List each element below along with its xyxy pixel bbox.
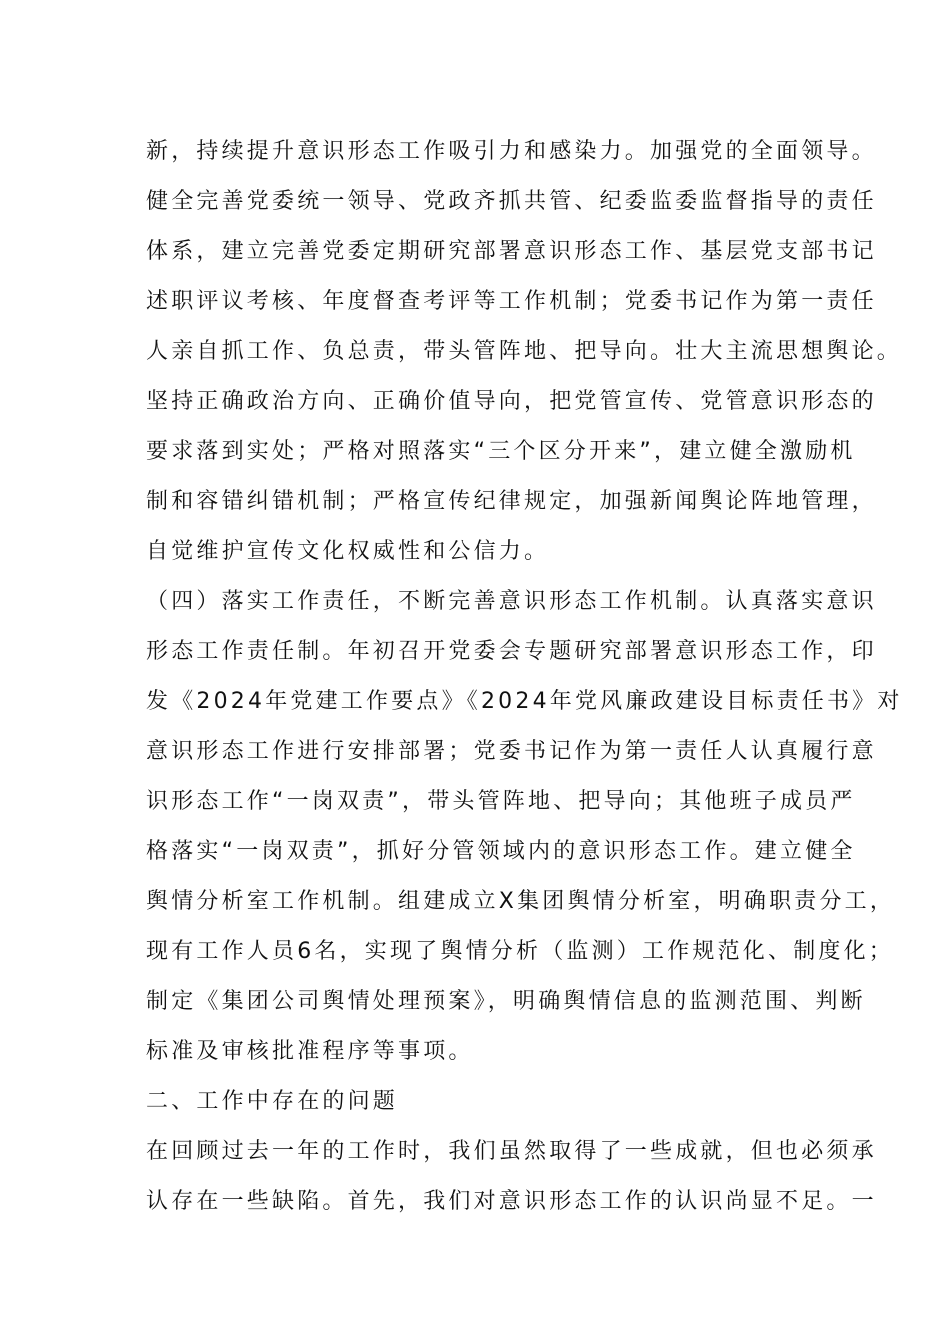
text-line: 述职评议考核、年度督查考评等工作机制；党委书记作为第一责任	[146, 289, 877, 314]
text-line: 健全完善党委统一领导、党政齐抓共管、纪委监委监督指导的责任	[146, 189, 877, 214]
text-line: 标准及审核批准程序等事项。	[146, 1039, 474, 1064]
text-line: 格落实“一岗双责”，抓好分管领域内的意识形态工作。建立健全	[146, 839, 856, 864]
text-line: 形态工作责任制。年初召开党委会专题研究部署意识形态工作，印	[146, 639, 877, 664]
text-line: 新，持续提升意识形态工作吸引力和感染力。加强党的全面领导。	[146, 139, 877, 164]
text-line: 在回顾过去一年的工作时，我们虽然取得了一些成就，但也必须承	[146, 1139, 877, 1164]
text-line: 坚持正确政治方向、正确价值导向，把党管宣传、党管意识形态的	[146, 389, 877, 414]
text-line: 识形态工作“一岗双责”，带头管阵地、把导向；其他班子成员严	[146, 789, 856, 814]
text-line: 自觉维护宣传文化权威性和公信力。	[146, 539, 550, 564]
text-line: 制和容错纠错机制；严格宣传纪律规定，加强新闻舆论阵地管理，	[146, 489, 877, 514]
text-line: 体系，建立完善党委定期研究部署意识形态工作、基层党支部书记	[146, 239, 877, 264]
text-line: 现有工作人员6名，实现了舆情分析（监测）工作规范化、制度化；	[146, 939, 894, 964]
text-line: 舆情分析室工作机制。组建成立X集团舆情分析室，明确职责分工，	[146, 889, 896, 914]
text-line: 人亲自抓工作、负总责，带头管阵地、把导向。壮大主流思想舆论。	[146, 339, 903, 364]
text-line: 意识形态工作进行安排部署；党委书记作为第一责任人认真履行意	[146, 739, 877, 764]
text-line: 发《2024年党建工作要点》《2024年党风廉政建设目标责任书》对	[146, 689, 903, 714]
section-heading: 二、工作中存在的问题	[146, 1089, 399, 1114]
text-line: 认存在一些缺陷。首先，我们对意识形态工作的认识尚显不足。一	[146, 1189, 877, 1214]
text-line: 制定《集团公司舆情处理预案》，明确舆情信息的监测范围、判断	[146, 989, 866, 1014]
text-line: 要求落到实处；严格对照落实“三个区分开来”，建立健全激励机	[146, 439, 856, 464]
section-heading-line: （四）落实工作责任，不断完善意识形态工作机制。认真落实意识	[146, 589, 877, 614]
